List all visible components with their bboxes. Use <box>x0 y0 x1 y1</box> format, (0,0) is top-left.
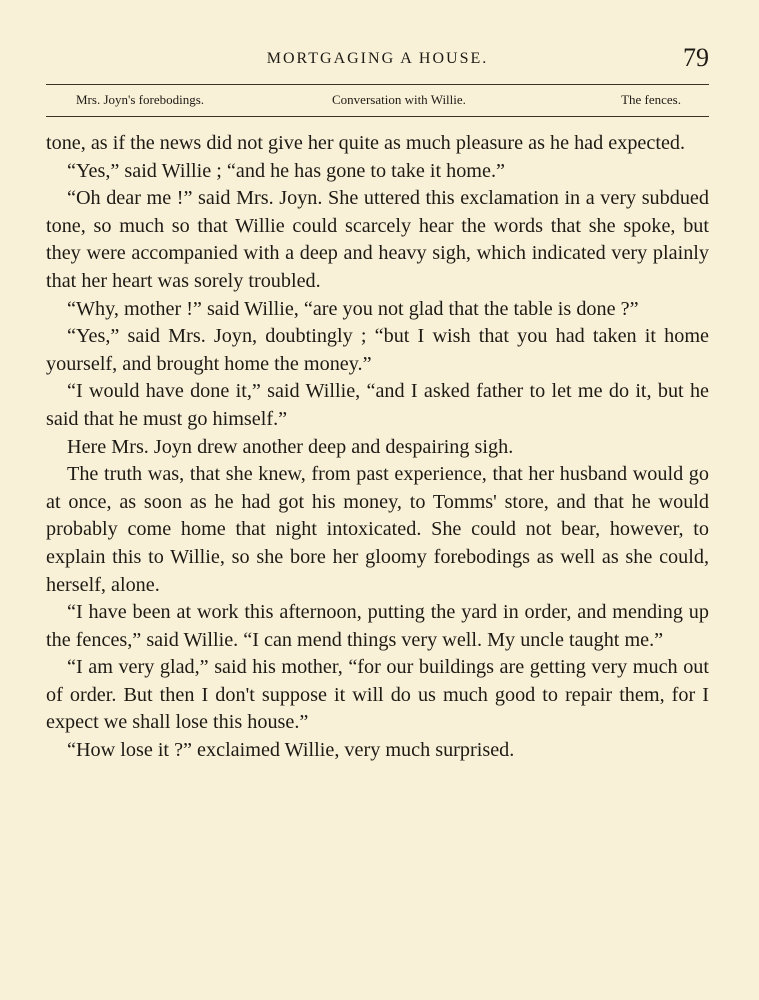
running-head <box>46 44 709 76</box>
paragraph: “Oh dear me !” said Mrs. Joyn. She uttered this exclamation in a very subdued tone, so much so that Willie could scarcely hear the words that she spoke, but they were accompanied with a deep and heavy sigh, which indicated very plainly that her heart was sorely troubled. <box>46 187 709 292</box>
paragraph: “Yes,” said Mrs. Joyn, doubtingly ; “but I wish that you had taken it home yourself, and brought home the money.” <box>46 325 709 375</box>
running-title: MORTGAGING A HOUSE. <box>266 50 489 67</box>
paragraph: “I am very glad,” said his mother, “for our buildings are getting very much out of order. But then I don't suppose it will do us much good to repair them, for I expect we shall lose this house.” <box>46 656 709 734</box>
paragraph: tone, as if the news did not give her quite as much pleasure as he had expected. <box>46 132 686 154</box>
header-rule-bottom <box>46 116 709 117</box>
paragraph: “How lose it ?” exclaimed Willie, very much surprised. <box>67 739 515 762</box>
topic-right: The fences. <box>621 92 681 107</box>
paragraph: The truth was, that she knew, from past experience, that her husband would go at once, as soon as he had got his money, to Tomms' store, and that he would probably come home that night intoxicated. She could not bear, however, to explain this to Willie, so she bore her gloomy forebodings as well as she could, herself, alone. <box>46 463 709 596</box>
topic-headline <box>46 92 709 112</box>
paragraph: “Why, mother !” said Willie, “are you not glad that the table is done ?” <box>67 297 639 320</box>
paragraph: “Yes,” said Willie ; “and he has gone to take it home.” <box>67 159 505 182</box>
topic-left: Mrs. Joyn's forebodings. <box>76 92 205 107</box>
page-number: 79 <box>683 43 709 72</box>
topic-center: Conversation with Willie. <box>332 92 466 107</box>
body-text <box>46 130 709 765</box>
header-rule-top <box>46 84 709 85</box>
paragraph: “I would have done it,” said Willie, “and I asked father to let me do it, but he said that he must go himself.” <box>46 380 709 430</box>
paragraph: “I have been at work this afternoon, putting the yard in order, and mending up the fences,” said Willie. “I can mend things very well. My uncle taught me.” <box>46 601 709 651</box>
paragraph: Here Mrs. Joyn drew another deep and despairing sigh. <box>67 435 514 458</box>
